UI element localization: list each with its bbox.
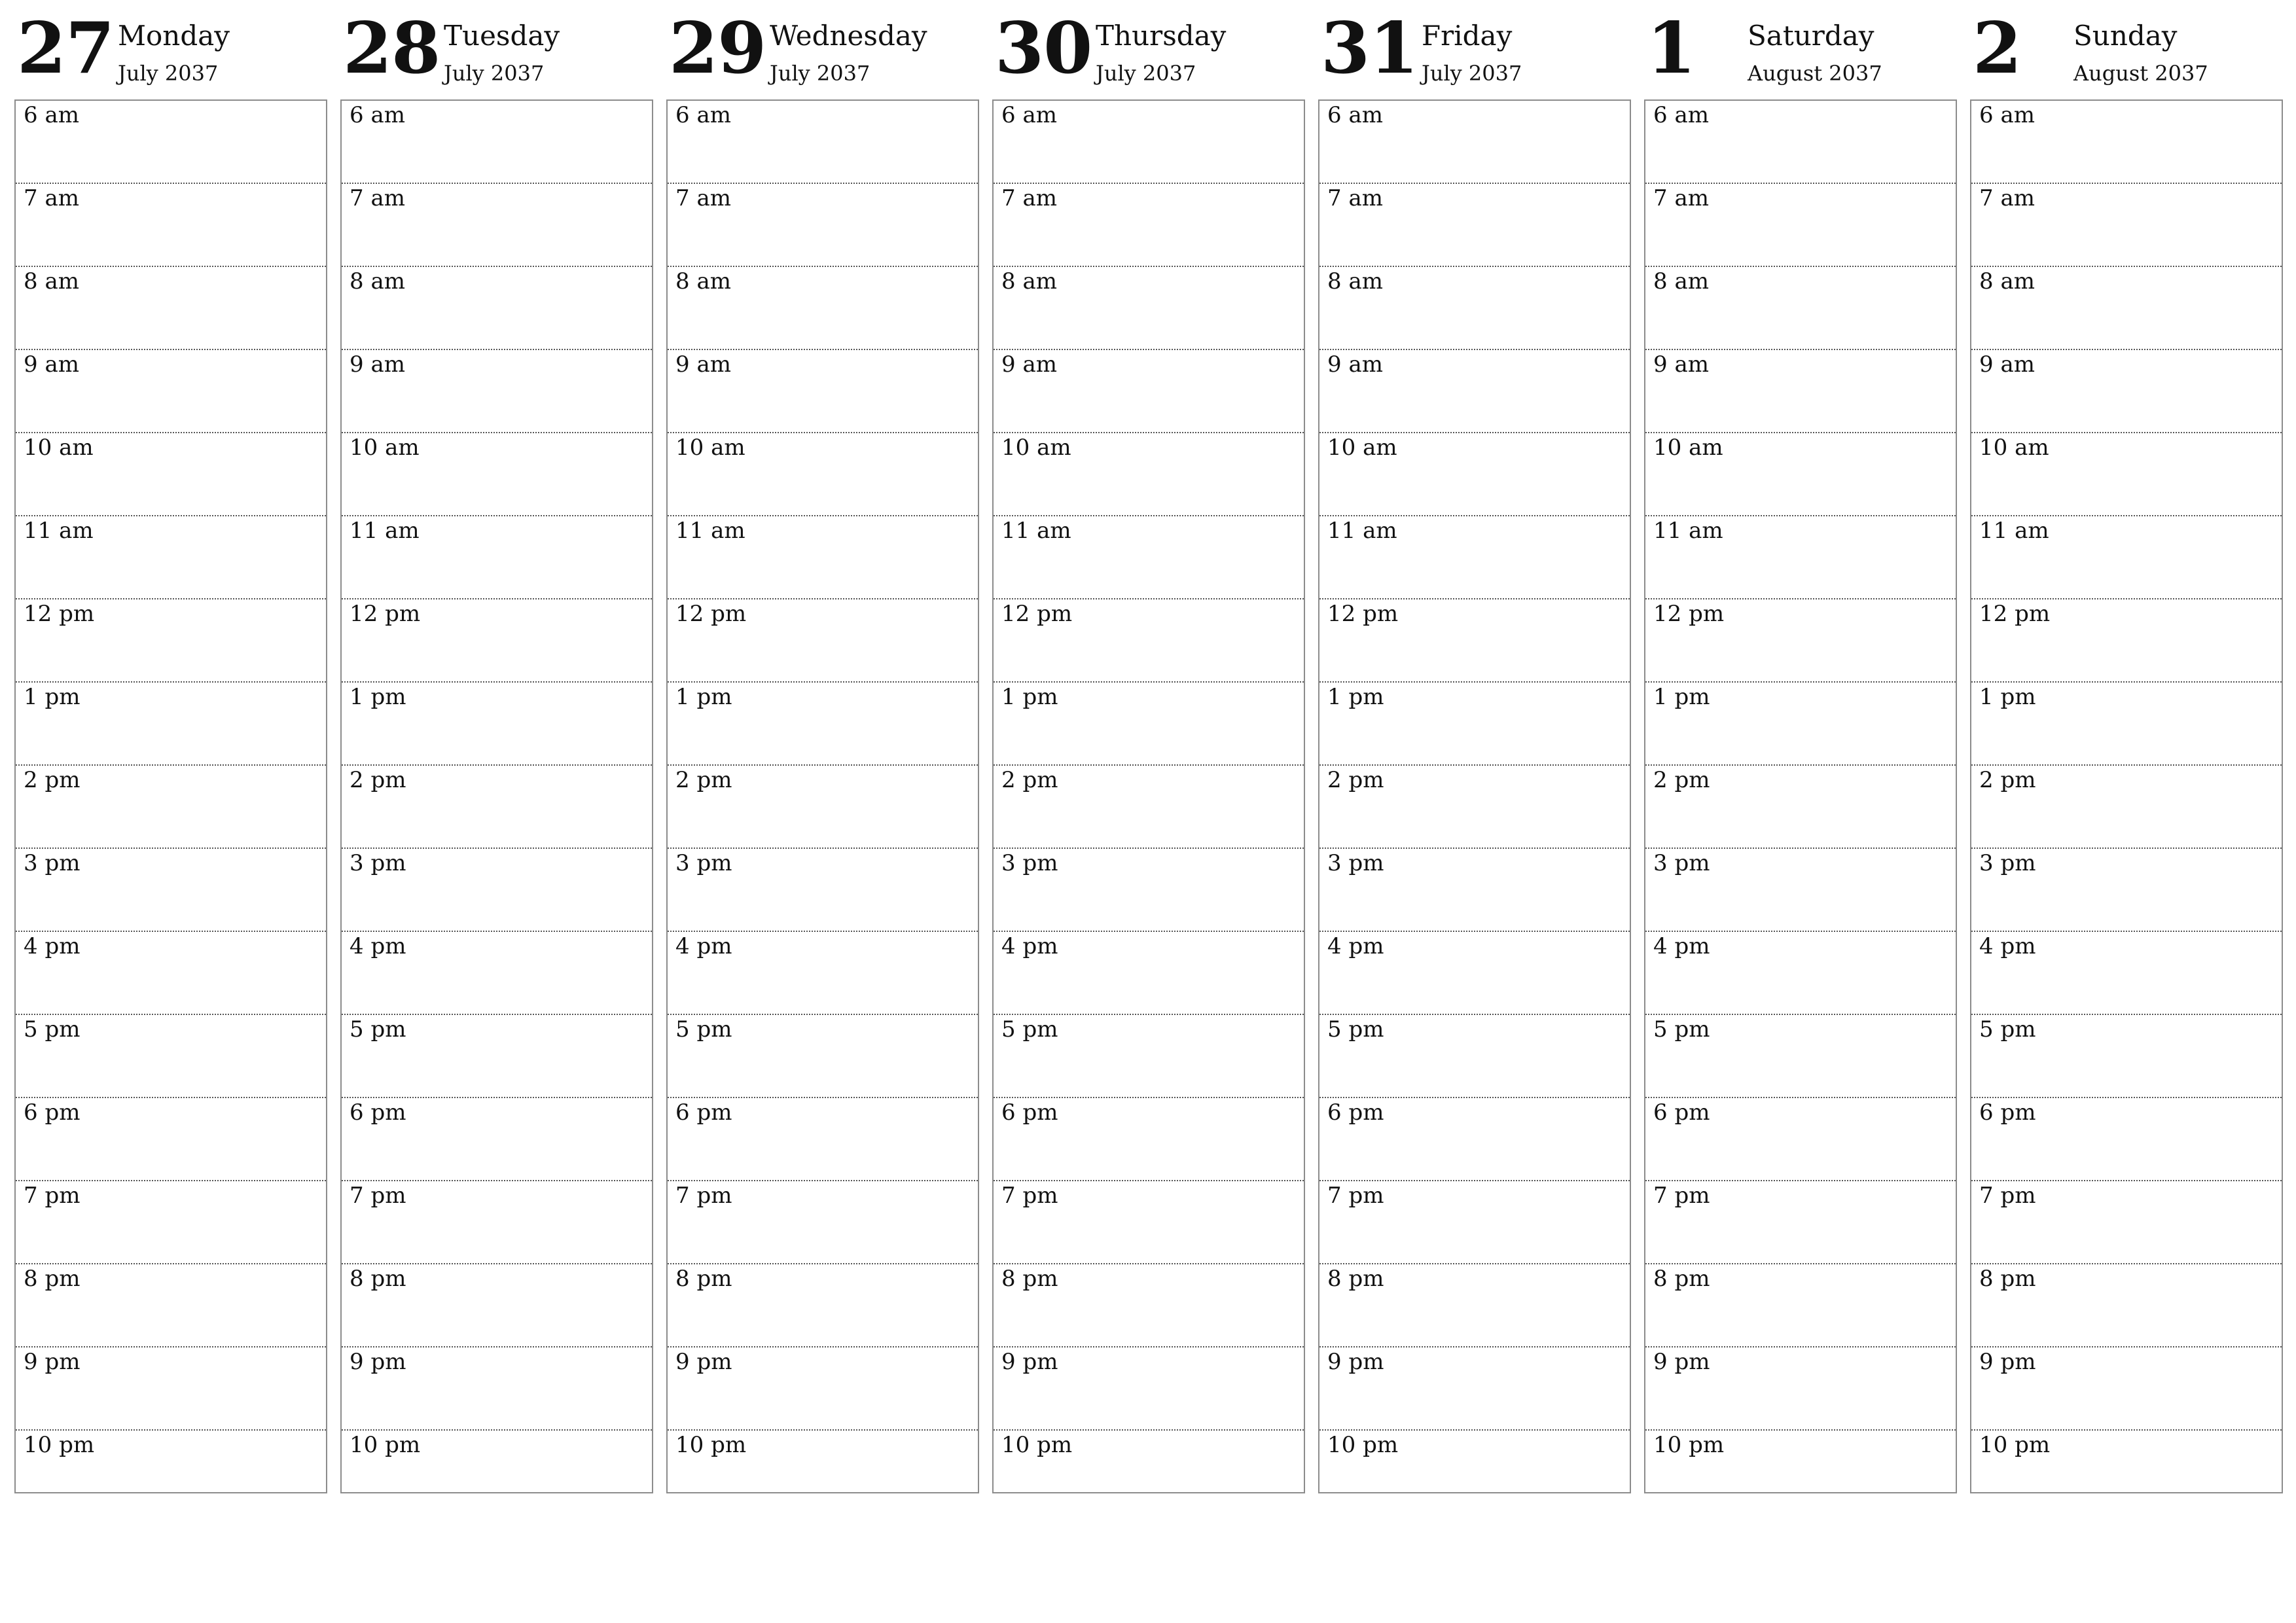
time-slot-label: 6 pm <box>1979 1099 2036 1126</box>
time-slot[interactable] <box>994 1181 1304 1264</box>
time-slot[interactable] <box>1645 1264 1956 1347</box>
time-slot-label: 4 pm <box>675 933 732 959</box>
time-slot-label: 9 pm <box>675 1349 732 1375</box>
time-slot-label: 2 pm <box>1653 767 1710 793</box>
time-slot[interactable] <box>1645 849 1956 932</box>
time-slot[interactable] <box>342 766 652 849</box>
time-slot-label: 9 am <box>1327 351 1383 378</box>
month-year-label: August 2037 <box>1748 61 1882 86</box>
time-slot-label: 4 pm <box>1653 933 1710 959</box>
time-slot[interactable] <box>994 433 1304 516</box>
time-slot[interactable] <box>994 184 1304 267</box>
time-slot-label: 6 am <box>24 102 79 128</box>
day-number: 27 <box>17 7 115 90</box>
time-slot-label: 9 pm <box>350 1349 406 1375</box>
time-slot-label: 8 am <box>1979 268 2035 294</box>
time-slot[interactable] <box>1319 184 1630 267</box>
time-slot[interactable] <box>342 1015 652 1098</box>
time-slot-label: 10 am <box>1001 435 1071 461</box>
time-slot-label: 9 pm <box>1327 1349 1384 1375</box>
time-slot[interactable] <box>342 1431 652 1513</box>
time-slot-label: 8 pm <box>1653 1266 1710 1292</box>
time-slot-label: 5 pm <box>24 1016 81 1043</box>
time-slot-label: 6 am <box>1653 102 1709 128</box>
time-slot[interactable] <box>1645 350 1956 433</box>
time-slot[interactable] <box>1971 184 2282 267</box>
time-slot[interactable] <box>16 516 326 599</box>
time-slot[interactable] <box>16 599 326 683</box>
time-slot-label: 4 pm <box>24 933 81 959</box>
month-year-label: July 2037 <box>444 61 545 86</box>
time-slot-label: 1 pm <box>1001 684 1058 710</box>
time-slot-label: 1 pm <box>1653 684 1710 710</box>
day-column <box>992 0 1305 1499</box>
time-slot-label: 9 pm <box>24 1349 81 1375</box>
time-slot[interactable] <box>16 1181 326 1264</box>
time-slot[interactable] <box>668 766 978 849</box>
weekday-name: Sunday <box>2073 20 2178 52</box>
time-slot-label: 6 am <box>1001 102 1057 128</box>
day-number: 28 <box>343 7 440 90</box>
time-slot[interactable] <box>1971 766 2282 849</box>
time-slot-label: 2 pm <box>675 767 732 793</box>
time-slot[interactable] <box>342 101 652 184</box>
time-slot-label: 5 pm <box>1653 1016 1710 1043</box>
time-slot-label: 8 am <box>1653 268 1709 294</box>
time-slot[interactable] <box>994 1264 1304 1347</box>
time-slot-label: 12 pm <box>350 601 421 627</box>
day-number: 1 <box>1647 7 1696 90</box>
weekday-name: Tuesday <box>444 20 560 52</box>
time-slot[interactable] <box>1319 1015 1630 1098</box>
hour-grid <box>992 99 1305 1493</box>
time-slot-label: 8 am <box>24 268 79 294</box>
day-header <box>666 0 979 99</box>
time-slot[interactable] <box>1971 1181 2282 1264</box>
month-year-label: July 2037 <box>1096 61 1196 86</box>
day-header <box>1318 0 1631 99</box>
time-slot-label: 9 am <box>1979 351 2035 378</box>
time-slot-label: 7 pm <box>350 1183 406 1209</box>
time-slot[interactable] <box>994 683 1304 766</box>
time-slot-label: 10 pm <box>1653 1432 1725 1458</box>
day-header <box>1970 0 2283 99</box>
time-slot-label: 3 pm <box>1979 850 2036 876</box>
time-slot-label: 5 pm <box>675 1016 732 1043</box>
time-slot[interactable] <box>1971 1431 2282 1513</box>
weekday-name: Saturday <box>1748 20 1874 52</box>
time-slot[interactable] <box>1645 1098 1956 1181</box>
time-slot-label: 3 pm <box>675 850 732 876</box>
time-slot-label: 5 pm <box>1001 1016 1058 1043</box>
time-slot-label: 12 pm <box>1653 601 1725 627</box>
time-slot[interactable] <box>994 1098 1304 1181</box>
time-slot[interactable] <box>668 267 978 350</box>
time-slot[interactable] <box>994 1347 1304 1431</box>
time-slot[interactable] <box>342 184 652 267</box>
time-slot[interactable] <box>668 599 978 683</box>
time-slot-label: 6 pm <box>1653 1099 1710 1126</box>
day-column <box>340 0 653 1499</box>
time-slot-label: 6 pm <box>350 1099 406 1126</box>
time-slot[interactable] <box>1319 516 1630 599</box>
time-slot-label: 10 pm <box>24 1432 95 1458</box>
time-slot[interactable] <box>16 1264 326 1347</box>
time-slot-label: 7 am <box>24 185 79 211</box>
time-slot-label: 3 pm <box>1653 850 1710 876</box>
time-slot[interactable] <box>342 1098 652 1181</box>
time-slot-label: 6 am <box>675 102 731 128</box>
time-slot[interactable] <box>342 849 652 932</box>
day-number: 30 <box>995 7 1092 90</box>
day-column <box>1318 0 1631 1499</box>
time-slot[interactable] <box>1645 683 1956 766</box>
day-header <box>1644 0 1957 99</box>
time-slot[interactable] <box>16 932 326 1015</box>
time-slot-label: 4 pm <box>1327 933 1384 959</box>
time-slot-label: 8 pm <box>1979 1266 2036 1292</box>
day-number: 29 <box>669 7 766 90</box>
weekday-name: Monday <box>118 20 230 52</box>
time-slot[interactable] <box>994 516 1304 599</box>
time-slot[interactable] <box>342 932 652 1015</box>
weekday-name: Friday <box>1422 20 1513 52</box>
time-slot[interactable] <box>668 1347 978 1431</box>
time-slot-label: 8 pm <box>1001 1266 1058 1292</box>
time-slot-label: 10 pm <box>1001 1432 1073 1458</box>
time-slot[interactable] <box>1319 1264 1630 1347</box>
time-slot[interactable] <box>1645 267 1956 350</box>
time-slot[interactable] <box>342 350 652 433</box>
hour-grid <box>1970 99 2283 1493</box>
time-slot-label: 1 pm <box>1979 684 2036 710</box>
time-slot[interactable] <box>1645 1015 1956 1098</box>
time-slot[interactable] <box>668 101 978 184</box>
time-slot-label: 8 pm <box>1327 1266 1384 1292</box>
time-slot[interactable] <box>16 433 326 516</box>
time-slot-label: 7 am <box>1653 185 1709 211</box>
time-slot-label: 12 pm <box>675 601 747 627</box>
time-slot[interactable] <box>1319 433 1630 516</box>
time-slot-label: 2 pm <box>1327 767 1384 793</box>
time-slot[interactable] <box>668 932 978 1015</box>
time-slot[interactable] <box>16 101 326 184</box>
time-slot-label: 11 am <box>350 518 420 544</box>
time-slot[interactable] <box>994 849 1304 932</box>
time-slot[interactable] <box>16 350 326 433</box>
day-header <box>992 0 1305 99</box>
time-slot[interactable] <box>16 1015 326 1098</box>
time-slot-label: 7 am <box>675 185 731 211</box>
time-slot[interactable] <box>1645 516 1956 599</box>
time-slot[interactable] <box>668 1181 978 1264</box>
time-slot[interactable] <box>16 267 326 350</box>
hour-grid <box>340 99 653 1493</box>
time-slot[interactable] <box>1645 184 1956 267</box>
month-year-label: July 2037 <box>1422 61 1522 86</box>
time-slot-label: 3 pm <box>24 850 81 876</box>
time-slot-label: 12 pm <box>1327 601 1399 627</box>
time-slot-label: 9 pm <box>1001 1349 1058 1375</box>
time-slot-label: 9 am <box>24 351 79 378</box>
time-slot[interactable] <box>1319 267 1630 350</box>
time-slot-label: 3 pm <box>1327 850 1384 876</box>
day-column <box>14 0 327 1499</box>
weekday-name: Thursday <box>1096 20 1227 52</box>
time-slot-label: 10 am <box>1653 435 1723 461</box>
time-slot[interactable] <box>1971 932 2282 1015</box>
time-slot-label: 2 pm <box>350 767 406 793</box>
time-slot[interactable] <box>668 683 978 766</box>
time-slot[interactable] <box>668 516 978 599</box>
time-slot-label: 7 am <box>1979 185 2035 211</box>
time-slot[interactable] <box>1645 932 1956 1015</box>
time-slot[interactable] <box>342 683 652 766</box>
time-slot[interactable] <box>668 1015 978 1098</box>
time-slot[interactable] <box>1319 350 1630 433</box>
time-slot[interactable] <box>16 1431 326 1513</box>
time-slot-label: 7 pm <box>1327 1183 1384 1209</box>
day-number: 2 <box>1973 7 2022 90</box>
time-slot-label: 5 pm <box>1979 1016 2036 1043</box>
time-slot-label: 6 am <box>1979 102 2035 128</box>
time-slot[interactable] <box>16 849 326 932</box>
time-slot[interactable] <box>342 1347 652 1431</box>
time-slot[interactable] <box>16 1098 326 1181</box>
time-slot-label: 1 pm <box>675 684 732 710</box>
time-slot-label: 4 pm <box>1001 933 1058 959</box>
time-slot[interactable] <box>1645 1431 1956 1513</box>
hour-grid <box>1318 99 1631 1493</box>
time-slot-label: 8 pm <box>24 1266 81 1292</box>
month-year-label: July 2037 <box>118 61 219 86</box>
day-header <box>340 0 653 99</box>
time-slot[interactable] <box>668 433 978 516</box>
time-slot-label: 2 pm <box>24 767 81 793</box>
time-slot[interactable] <box>342 1181 652 1264</box>
time-slot-label: 10 am <box>24 435 94 461</box>
time-slot-label: 8 am <box>1001 268 1057 294</box>
time-slot-label: 10 am <box>1327 435 1397 461</box>
time-slot-label: 9 pm <box>1653 1349 1710 1375</box>
time-slot-label: 12 pm <box>24 601 95 627</box>
time-slot-label: 11 am <box>24 518 94 544</box>
time-slot-label: 3 pm <box>1001 850 1058 876</box>
time-slot[interactable] <box>994 267 1304 350</box>
time-slot[interactable] <box>1319 1431 1630 1513</box>
time-slot[interactable] <box>668 1098 978 1181</box>
time-slot-label: 10 am <box>675 435 745 461</box>
time-slot[interactable] <box>1971 101 2282 184</box>
time-slot[interactable] <box>1971 516 2282 599</box>
time-slot[interactable] <box>668 184 978 267</box>
time-slot[interactable] <box>994 766 1304 849</box>
time-slot-label: 6 pm <box>24 1099 81 1126</box>
time-slot-label: 10 pm <box>1979 1432 2051 1458</box>
time-slot-label: 12 pm <box>1001 601 1073 627</box>
time-slot-label: 7 pm <box>675 1183 732 1209</box>
time-slot[interactable] <box>16 1347 326 1431</box>
time-slot[interactable] <box>1645 1347 1956 1431</box>
time-slot[interactable] <box>994 1015 1304 1098</box>
time-slot-label: 6 pm <box>1001 1099 1058 1126</box>
time-slot[interactable] <box>342 267 652 350</box>
time-slot[interactable] <box>1971 1347 2282 1431</box>
time-slot[interactable] <box>994 1431 1304 1513</box>
time-slot-label: 4 pm <box>350 933 406 959</box>
time-slot-label: 11 am <box>1979 518 2049 544</box>
time-slot-label: 9 pm <box>1979 1349 2036 1375</box>
time-slot[interactable] <box>994 599 1304 683</box>
time-slot[interactable] <box>1971 599 2282 683</box>
time-slot[interactable] <box>1645 599 1956 683</box>
time-slot[interactable] <box>1645 101 1956 184</box>
time-slot[interactable] <box>668 1264 978 1347</box>
time-slot[interactable] <box>1971 1264 2282 1347</box>
time-slot[interactable] <box>994 101 1304 184</box>
month-year-label: July 2037 <box>770 61 870 86</box>
time-slot[interactable] <box>16 683 326 766</box>
time-slot-label: 11 am <box>1653 518 1723 544</box>
time-slot[interactable] <box>16 184 326 267</box>
time-slot-label: 10 am <box>350 435 420 461</box>
time-slot-label: 1 pm <box>24 684 81 710</box>
time-slot-label: 1 pm <box>350 684 406 710</box>
time-slot-label: 8 pm <box>350 1266 406 1292</box>
time-slot[interactable] <box>342 1264 652 1347</box>
time-slot-label: 9 am <box>675 351 731 378</box>
day-column <box>1970 0 2283 1499</box>
time-slot-label: 6 am <box>1327 102 1383 128</box>
time-slot-label: 1 pm <box>1327 684 1384 710</box>
day-header <box>14 0 327 99</box>
time-slot-label: 3 pm <box>350 850 406 876</box>
time-slot-label: 8 am <box>350 268 405 294</box>
day-column <box>1644 0 1957 1499</box>
time-slot-label: 10 pm <box>675 1432 747 1458</box>
time-slot-label: 7 pm <box>24 1183 81 1209</box>
time-slot[interactable] <box>1319 1181 1630 1264</box>
time-slot[interactable] <box>1971 1015 2282 1098</box>
time-slot[interactable] <box>1645 1181 1956 1264</box>
time-slot-label: 4 pm <box>1979 933 2036 959</box>
time-slot-label: 8 pm <box>675 1266 732 1292</box>
time-slot-label: 7 am <box>350 185 405 211</box>
time-slot-label: 12 pm <box>1979 601 2051 627</box>
time-slot[interactable] <box>16 766 326 849</box>
time-slot-label: 5 pm <box>1327 1016 1384 1043</box>
hour-grid <box>1644 99 1957 1493</box>
time-slot[interactable] <box>1645 433 1956 516</box>
time-slot[interactable] <box>994 932 1304 1015</box>
time-slot-label: 6 pm <box>1327 1099 1384 1126</box>
time-slot[interactable] <box>1971 849 2282 932</box>
time-slot-label: 7 am <box>1001 185 1057 211</box>
time-slot-label: 11 am <box>675 518 745 544</box>
time-slot-label: 2 pm <box>1979 767 2036 793</box>
time-slot-label: 8 am <box>1327 268 1383 294</box>
time-slot[interactable] <box>668 350 978 433</box>
time-slot-label: 7 pm <box>1653 1183 1710 1209</box>
time-slot[interactable] <box>1971 433 2282 516</box>
hour-grid <box>14 99 327 1493</box>
time-slot[interactable] <box>994 350 1304 433</box>
day-number: 31 <box>1321 7 1418 90</box>
time-slot-label: 7 pm <box>1979 1183 2036 1209</box>
time-slot[interactable] <box>1319 1347 1630 1431</box>
time-slot[interactable] <box>1971 267 2282 350</box>
time-slot-label: 9 am <box>350 351 405 378</box>
time-slot[interactable] <box>1319 766 1630 849</box>
time-slot-label: 5 pm <box>350 1016 406 1043</box>
time-slot-label: 7 pm <box>1001 1183 1058 1209</box>
time-slot[interactable] <box>1645 766 1956 849</box>
time-slot-label: 8 am <box>675 268 731 294</box>
time-slot[interactable] <box>1319 599 1630 683</box>
hour-grid <box>666 99 979 1493</box>
time-slot-label: 9 am <box>1001 351 1057 378</box>
time-slot[interactable] <box>668 1431 978 1513</box>
time-slot[interactable] <box>1319 101 1630 184</box>
time-slot-label: 2 pm <box>1001 767 1058 793</box>
time-slot[interactable] <box>1971 1098 2282 1181</box>
time-slot[interactable] <box>668 849 978 932</box>
time-slot-label: 7 am <box>1327 185 1383 211</box>
time-slot[interactable] <box>1319 932 1630 1015</box>
time-slot[interactable] <box>1971 683 2282 766</box>
time-slot[interactable] <box>1319 1098 1630 1181</box>
day-column <box>666 0 979 1499</box>
time-slot-label: 6 pm <box>675 1099 732 1126</box>
time-slot-label: 9 am <box>1653 351 1709 378</box>
time-slot[interactable] <box>342 599 652 683</box>
month-year-label: August 2037 <box>2073 61 2208 86</box>
time-slot[interactable] <box>1971 350 2282 433</box>
time-slot[interactable] <box>342 516 652 599</box>
time-slot-label: 11 am <box>1327 518 1397 544</box>
time-slot[interactable] <box>1319 683 1630 766</box>
time-slot-label: 10 pm <box>350 1432 421 1458</box>
time-slot[interactable] <box>342 433 652 516</box>
time-slot[interactable] <box>1319 849 1630 932</box>
weekday-name: Wednesday <box>770 20 927 52</box>
time-slot-label: 10 pm <box>1327 1432 1399 1458</box>
time-slot-label: 10 am <box>1979 435 2049 461</box>
time-slot-label: 11 am <box>1001 518 1071 544</box>
time-slot-label: 6 am <box>350 102 405 128</box>
